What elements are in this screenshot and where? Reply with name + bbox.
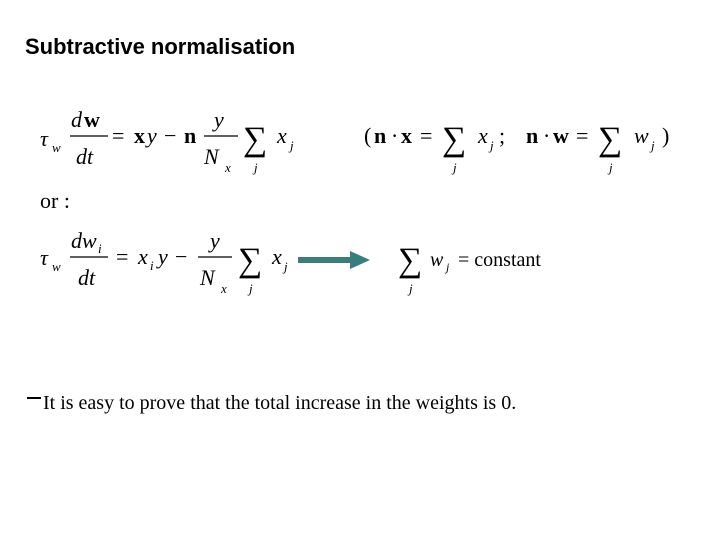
svg-text:τ: τ [40, 126, 48, 151]
svg-text:j: j [249, 281, 253, 296]
svg-text:j: j [254, 160, 258, 175]
svg-text:x: x [277, 123, 287, 148]
svg-text:n: n [526, 123, 539, 148]
svg-text:x: x [138, 244, 148, 269]
svg-text:w: w [84, 107, 100, 132]
svg-text:): ) [662, 123, 670, 148]
svg-text:x: x [401, 123, 412, 148]
equation-definitions [364, 121, 669, 175]
svg-text:∑: ∑ [398, 242, 423, 279]
svg-text:x: x [134, 123, 145, 148]
svg-text:i: i [150, 258, 154, 273]
svg-text:j: j [290, 138, 294, 153]
svg-text:τ: τ [40, 245, 48, 270]
svg-text:=: = [576, 123, 589, 148]
svg-text:∑: ∑ [598, 121, 623, 158]
svg-text:x: x [221, 281, 227, 296]
svg-text:i: i [98, 241, 102, 256]
equation-constant [398, 242, 541, 296]
slide-title: Subtractive normalisation [25, 34, 296, 59]
svg-text:x: x [225, 160, 231, 175]
svg-text:n: n [374, 123, 387, 148]
svg-text:j: j [609, 160, 613, 175]
svg-text:∑: ∑ [243, 121, 268, 158]
svg-text:y: y [158, 244, 168, 269]
bullet-point [27, 392, 516, 415]
svg-text:j: j [651, 138, 655, 153]
svg-text:N: N [204, 144, 219, 169]
constant-text: = constant [458, 249, 541, 271]
svg-text:w: w [634, 123, 649, 148]
svg-text:dt: dt [78, 265, 96, 290]
svg-text:∑: ∑ [442, 121, 467, 158]
svg-text:·: · [391, 123, 399, 148]
svg-text:=: = [116, 244, 129, 269]
svg-text:y: y [147, 123, 157, 148]
svg-text:y: y [214, 107, 224, 132]
svg-text:w: w [430, 249, 444, 271]
svg-text:j: j [409, 281, 413, 296]
svg-text:x: x [478, 123, 488, 148]
equation-vector-form [40, 107, 294, 175]
svg-text:−: − [164, 123, 177, 148]
svg-text:;: ; [499, 123, 506, 148]
svg-text:n: n [184, 123, 197, 148]
svg-text:=: = [112, 123, 125, 148]
svg-text:w: w [52, 140, 61, 155]
svg-text:dw: dw [71, 228, 97, 253]
equation-component-form [40, 228, 288, 296]
bullet-text: It is easy to prove that the total increase in the weights is 0. [43, 392, 517, 414]
svg-text:j: j [446, 260, 450, 274]
svg-text:w: w [553, 123, 569, 148]
svg-text:=: = [420, 123, 433, 148]
svg-text:d: d [71, 107, 82, 132]
svg-text:∑: ∑ [238, 242, 263, 279]
or-label: or : [40, 188, 70, 213]
svg-text:x: x [272, 244, 282, 269]
svg-text:−: − [175, 244, 188, 269]
svg-text:N: N [200, 265, 215, 290]
svg-text:·: · [543, 123, 551, 148]
svg-text:(: ( [364, 123, 372, 148]
svg-text:w: w [52, 259, 61, 274]
svg-text:j: j [453, 160, 457, 175]
svg-text:y: y [210, 228, 220, 253]
svg-text:dt: dt [76, 144, 94, 169]
svg-text:j: j [490, 138, 494, 153]
right-arrow-icon [298, 251, 370, 269]
svg-text:j: j [284, 259, 288, 274]
dash-bullet-icon [27, 397, 41, 399]
